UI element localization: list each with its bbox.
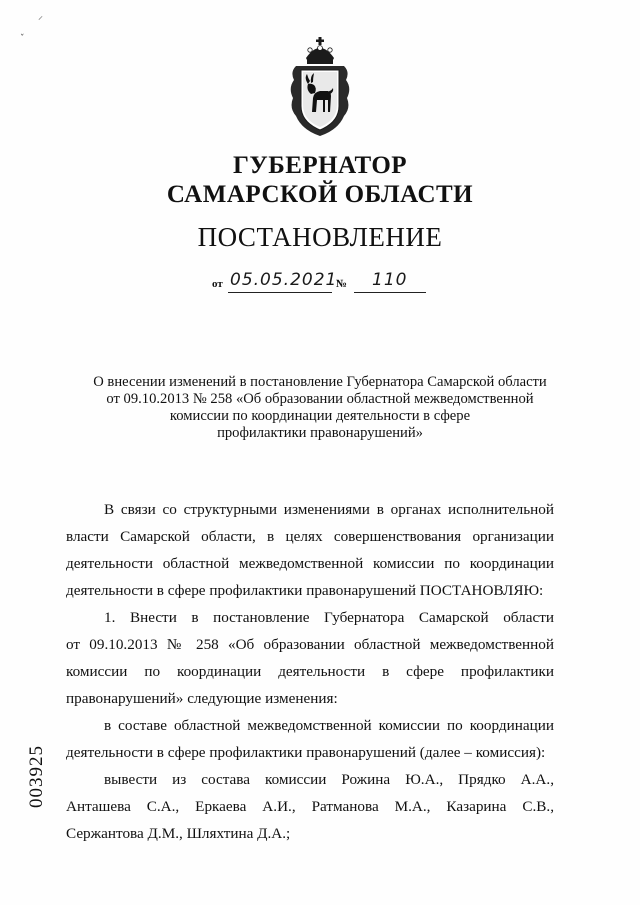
body-line: правонарушений» следующие изменения: xyxy=(66,690,338,707)
body-line: деятельности областной межведомственной комиссии по координации xyxy=(66,555,554,572)
body-line: Сержантова Д.М., Шляхтина Д.А.; xyxy=(66,825,291,842)
heading-line: профилактики правонарушений» xyxy=(217,425,423,441)
handwritten-date: 05.05.2021 xyxy=(230,270,338,290)
body-line: вывести из состава комиссии Рожина Ю.А., Прядко А.А., xyxy=(104,771,554,788)
governor-title: ГУБЕРНАТОР xyxy=(232,152,408,179)
side-registration-number: 003925 xyxy=(26,745,47,808)
body-line: 1. Внести в постановление Губернатора Самарской области xyxy=(104,609,554,626)
body-line: власти Самарской области, в целях совершенствования организации xyxy=(66,528,554,545)
heading-line: комиссии по координации деятельности в сфере xyxy=(169,408,471,424)
scan-mark: ⸝ xyxy=(38,11,43,22)
scan-mark: ˇ xyxy=(20,34,25,44)
body-line: Анташева С.А., Еркаева А.И., Ратманова М.А., Казарина С.В., xyxy=(66,798,554,815)
document-body xyxy=(66,496,554,847)
body-line: от 09.10.2013 № 258 «Об образовании областной межведомственной xyxy=(66,636,554,653)
decree-title: ПОСТАНОВЛЕНИЕ xyxy=(197,222,443,252)
body-line: деятельности в сфере профилактики правонарушений (далее – комиссия): xyxy=(66,744,546,761)
heading-line: О внесении изменений в постановление Губернатора Самарской области xyxy=(93,374,547,390)
body-line: в составе областной межведомственной комиссии по координации xyxy=(104,717,554,734)
handwritten-number: 110 xyxy=(372,270,408,290)
date-from-label: от xyxy=(212,278,223,290)
number-underline xyxy=(354,292,426,293)
date-number-line xyxy=(212,272,432,296)
heading-line: от 09.10.2013 № 258 «Об образовании областной межведомственной xyxy=(106,391,534,407)
number-label: № xyxy=(336,278,348,290)
date-underline xyxy=(228,292,332,293)
coat-of-arms-emblem xyxy=(284,36,356,140)
document-heading xyxy=(60,374,580,442)
body-line: В связи со структурными изменениями в органах исполнительной xyxy=(104,501,554,518)
region-title: САМАРСКОЙ ОБЛАСТИ xyxy=(166,181,474,208)
body-line: комиссии по координации деятельности в сфере профилактики xyxy=(66,663,554,680)
body-line: деятельности в сфере профилактики правонарушений ПОСТАНОВЛЯЮ: xyxy=(66,582,544,599)
